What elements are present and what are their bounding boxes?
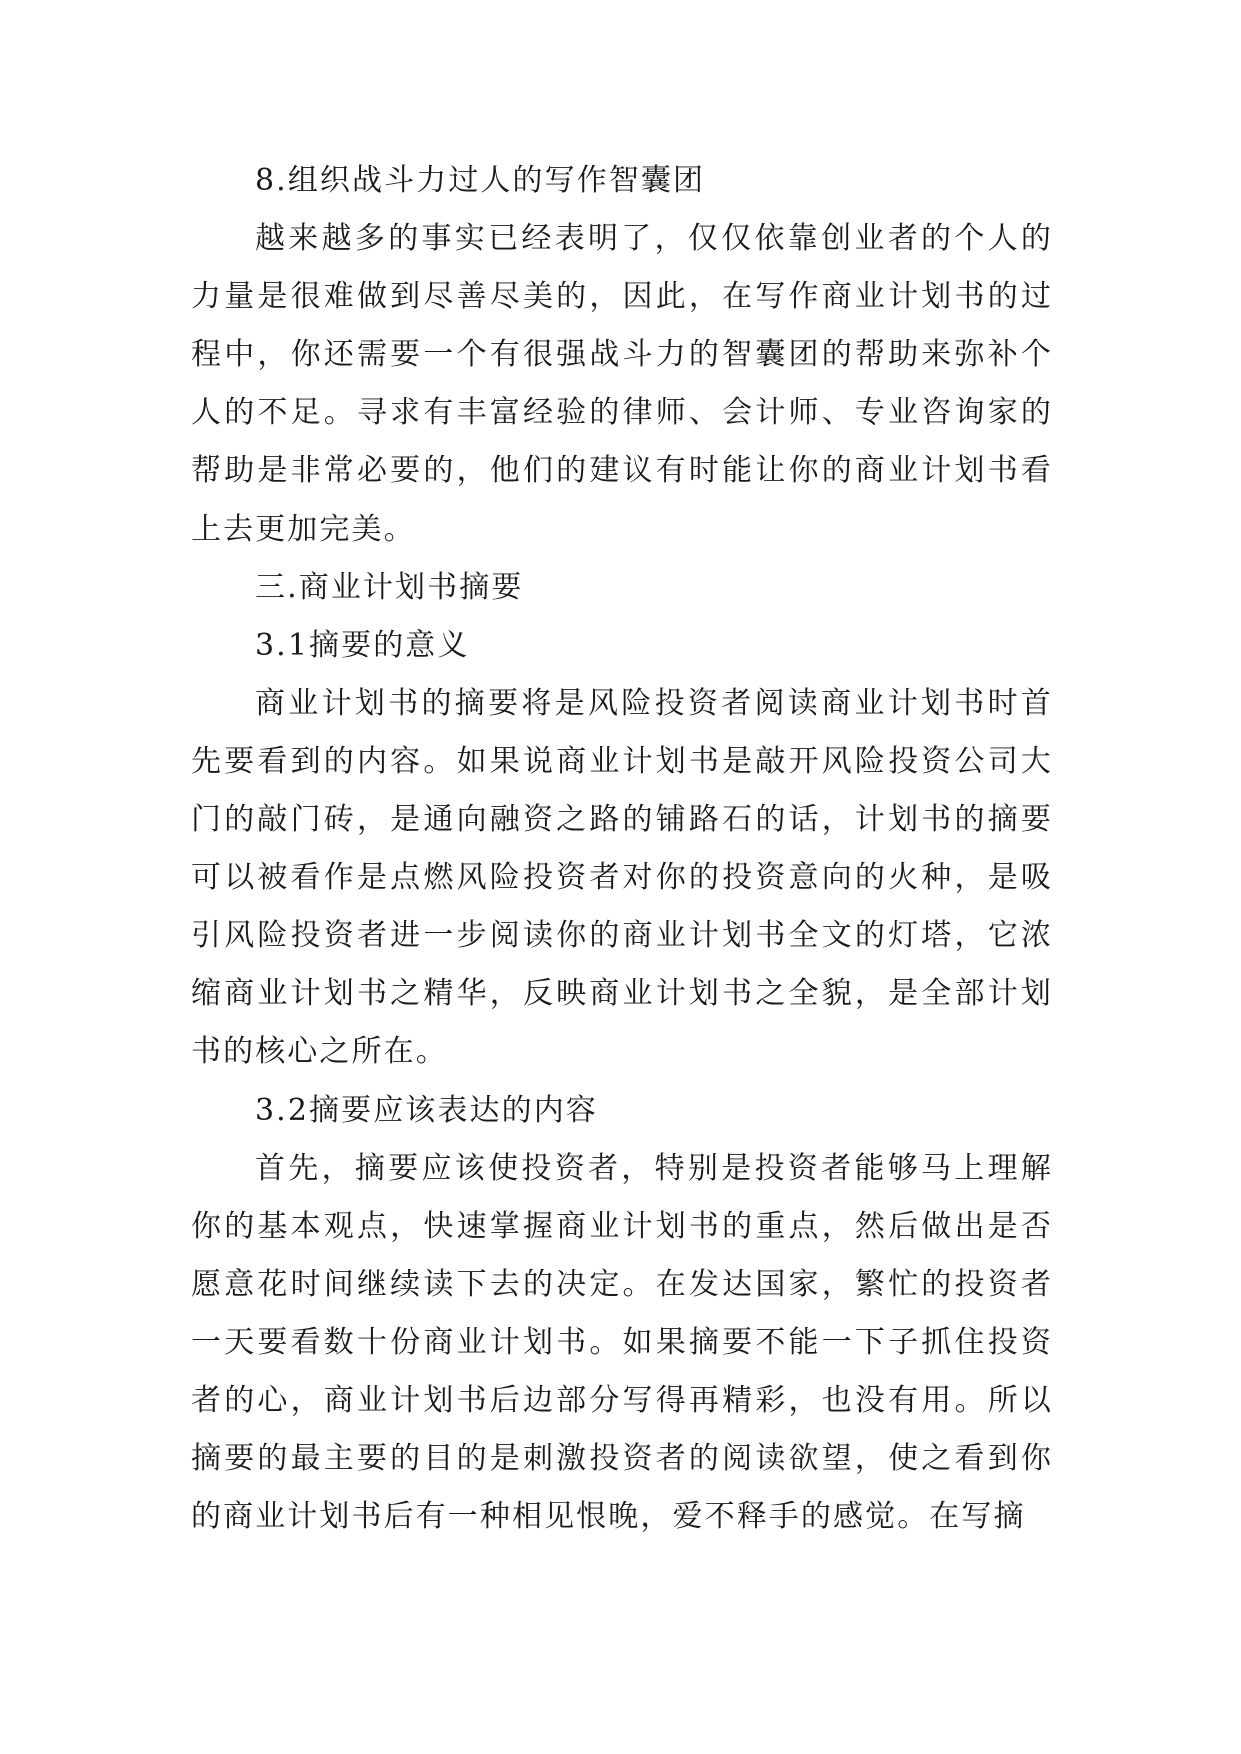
section-heading-summary: 三.商业计划书摘要 [255,569,524,605]
paragraph-summary-content: 首先，摘要应该使投资者，特别是投资者能够马上理解你的基本观点，快速掌握商业计划书的重点，然后做出是否愿意花时间继续读下去的决定。在发达国家，繁忙的投资者一天要看数十份商业计划书。如果摘要不能一下子抓住投资者的心，商业计划书后边部分写得再精彩，也没有用。所以摘要的最主要的目的是刺激投资者的阅读欲望，使之看到你的商业计划书后有一种相见恨晚，爱不释手的感觉。在写摘 [191,1150,1053,1535]
subsection-heading-summary-content: 3.2摘要应该表达的内容 [255,1092,598,1128]
subsection-heading-summary-meaning: 3.1摘要的意义 [255,627,470,663]
document-body [191,152,1053,1546]
paragraph-summary-meaning: 商业计划书的摘要将是风险投资者阅读商业计划书时首先要看到的内容。如果说商业计划书是敲开风险投资公司大门的敲门砖，是通向融资之路的铺路石的话，计划书的摘要可以被看作是点燃风险投资者对你的投资意向的火种，是吸引风险投资者进一步阅读你的商业计划书全文的灯塔，它浓缩商业计划书之精华，反映商业计划书之全貌，是全部计划书的核心之所在。 [191,685,1053,1070]
paragraph-writing-team: 越来越多的事实已经表明了，仅仅依靠创业者的个人的力量是很难做到尽善尽美的，因此，在写作商业计划书的过程中，你还需要一个有很强战斗力的智囊团的帮助来弥补个人的不足。寻求有丰富经验的律师、会计师、专业咨询家的帮助是非常必要的，他们的建议有时能让你的商业计划书看上去更加完美。 [191,221,1053,547]
section-heading-writing-team: 8.组织战斗力过人的写作智囊团 [255,163,706,198]
